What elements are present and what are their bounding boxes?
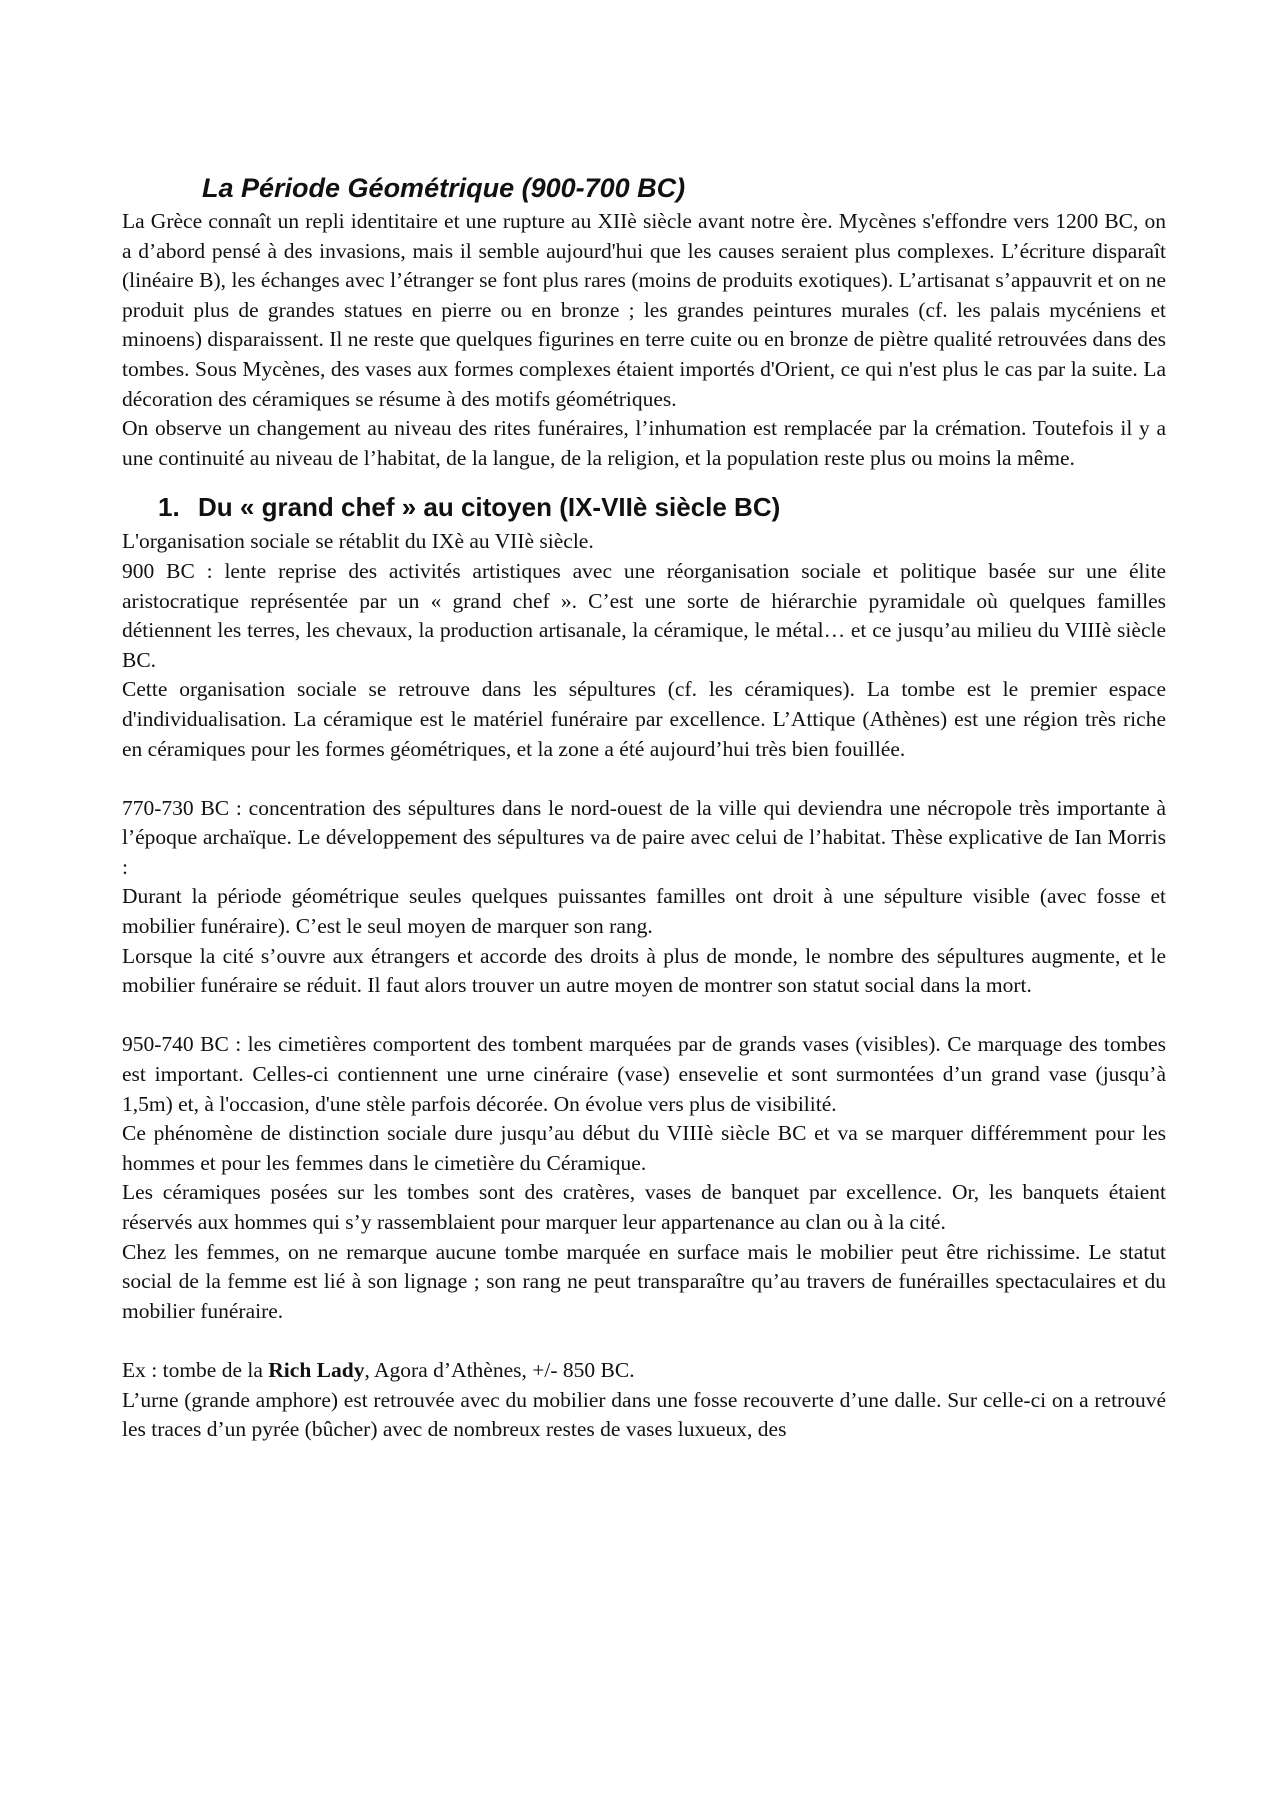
paragraph-city-opens: Lorsque la cité s’ouvre aux étrangers et accorde des droits à plus de monde, le nombre des sépultures augmente, et le mobilier funéraire se réduit. Il faut alors trouver un autre moyen de montrer son statut social dans la mort.: [122, 943, 1166, 998]
paragraph-geometric-period: Durant la période géométrique seules quelques puissantes familles ont droit à une sépulture visible (avec fosse et mobilier funéraire). C’est le seul moyen de marquer son rang.: [122, 884, 1166, 939]
paragraph-burials: Cette organisation sociale se retrouve dans les sépultures (cf. les céramiques). La tombe est le premier espace d'individualisation. La céramique est le matériel funéraire par excellence. L’Attique (Athènes) est une région très riche en céramiques pour les formes géométriques, et la zone a été aujourd’hui très bien fouillée.: [122, 677, 1166, 761]
page-content: [122, 172, 1166, 1445]
intro-paragraph-2: On observe un changement au niveau des rites funéraires, l’inhumation est remplacée par la crémation. Toutefois il y a une continuité au niveau de l’habitat, de la langue, de la religion, et la population reste plus ou moins la même.: [122, 416, 1166, 470]
paragraph-spacer: [122, 1326, 1166, 1356]
paragraph-urn: L’urne (grande amphore) est retrouvée avec du mobilier dans une fosse recouverte d’une dalle. Sur celle-ci on a retrouvé les traces d’un pyrée (bûcher) avec de nombreux restes de vases luxueux, des: [122, 1387, 1166, 1442]
paragraph-770-730bc: 770-730 BC : concentration des sépultures dans le nord-ouest de la ville qui deviendra une nécropole très importante à l’époque archaïque. Le développement des sépultures va de paire avec celui de l’habitat. Thèse explicative de Ian Morris :: [122, 795, 1166, 879]
paragraph-spacer: [122, 764, 1166, 794]
section-heading: [158, 491, 1166, 523]
page-title: La Période Géométrique (900-700 BC): [202, 173, 686, 203]
example-suffix: , Agora d’Athènes, +/- 850 BC.: [364, 1357, 635, 1382]
paragraph-spacer: [122, 1001, 1166, 1031]
intro-paragraph-1: La Grèce connaît un repli identitaire et une rupture au XIIè siècle avant notre ère. Mycènes s'effondre vers 1200 BC, on a d’abord pensé à des invasions, mais il semble aujourd'hui que les causes seraient plus complexes. L’écriture disparaît (linéaire B), les échanges avec l’étranger se font plus rares (moins de produits exotiques). L’artisanat s’appauvrit et on ne produit plus de grandes statues en pierre ou en bronze ; les grandes peintures murales (cf. les palais mycéniens et minoens) disparaissent. Il ne reste que quelques figurines en terre cuite ou en bronze de piètre qualité retrouvées dans des tombes. Sous Mycènes, des vases aux formes complexes étaient importés d'Orient, ce qui n'est plus le cas par la suite. La décoration des céramiques se résume à des motifs géométriques.: [122, 209, 1166, 411]
paragraph-craters: Les céramiques posées sur les tombes sont des cratères, vases de banquet par excellence. Or, les banquets étaient réservés aux hommes qui s’y rassemblaient pour marquer leur appartenance au clan ou à la cité.: [122, 1180, 1166, 1234]
example-bold-name: Rich Lady: [268, 1357, 365, 1382]
paragraph-women: Chez les femmes, on ne remarque aucune tombe marquée en surface mais le mobilier peut être richissime. Le statut social de la femme est lié à son lignage ; son rang ne peut transparaître qu’au travers de funérailles spectaculaires et du mobilier funéraire.: [122, 1239, 1166, 1323]
paragraph-900bc: 900 BC : lente reprise des activités artistiques avec une réorganisation sociale et politique basée sur une élite aristocratique représentée par un « grand chef ». C’est une sorte de hiérarchie pyramidale où quelques familles détiennent les terres, les chevaux, la production artisanale, la céramique, le métal… et ce jusqu’au milieu du VIIIè siècle BC.: [122, 558, 1166, 672]
example-prefix: Ex : tombe de la: [122, 1357, 269, 1382]
paragraph-social-organization: L'organisation sociale se rétablit du IXè au VIIè siècle.: [122, 529, 594, 554]
paragraph-example: [122, 1356, 1166, 1386]
section-number: 1.: [158, 492, 180, 523]
section-heading-text: Du « grand chef » au citoyen (IX-VIIè siècle BC): [198, 492, 781, 523]
paragraph-950-740bc: 950-740 BC : les cimetières comportent des tombent marquées par de grands vases (visibles). Ce marquage des tombes est important. Celles-ci contiennent une urne cinéraire (vase) ensevelie et sont surmontées d’un grand vase (jusqu’à 1,5m) et, à l'occasion, d'une stèle parfois décorée. On évolue vers plus de visibilité.: [122, 1032, 1166, 1116]
paragraph-distinction: Ce phénomène de distinction sociale dure jusqu’au début du VIIIè siècle BC et va se marquer différemment pour les hommes et pour les femmes dans le cimetière du Céramique.: [122, 1121, 1166, 1175]
